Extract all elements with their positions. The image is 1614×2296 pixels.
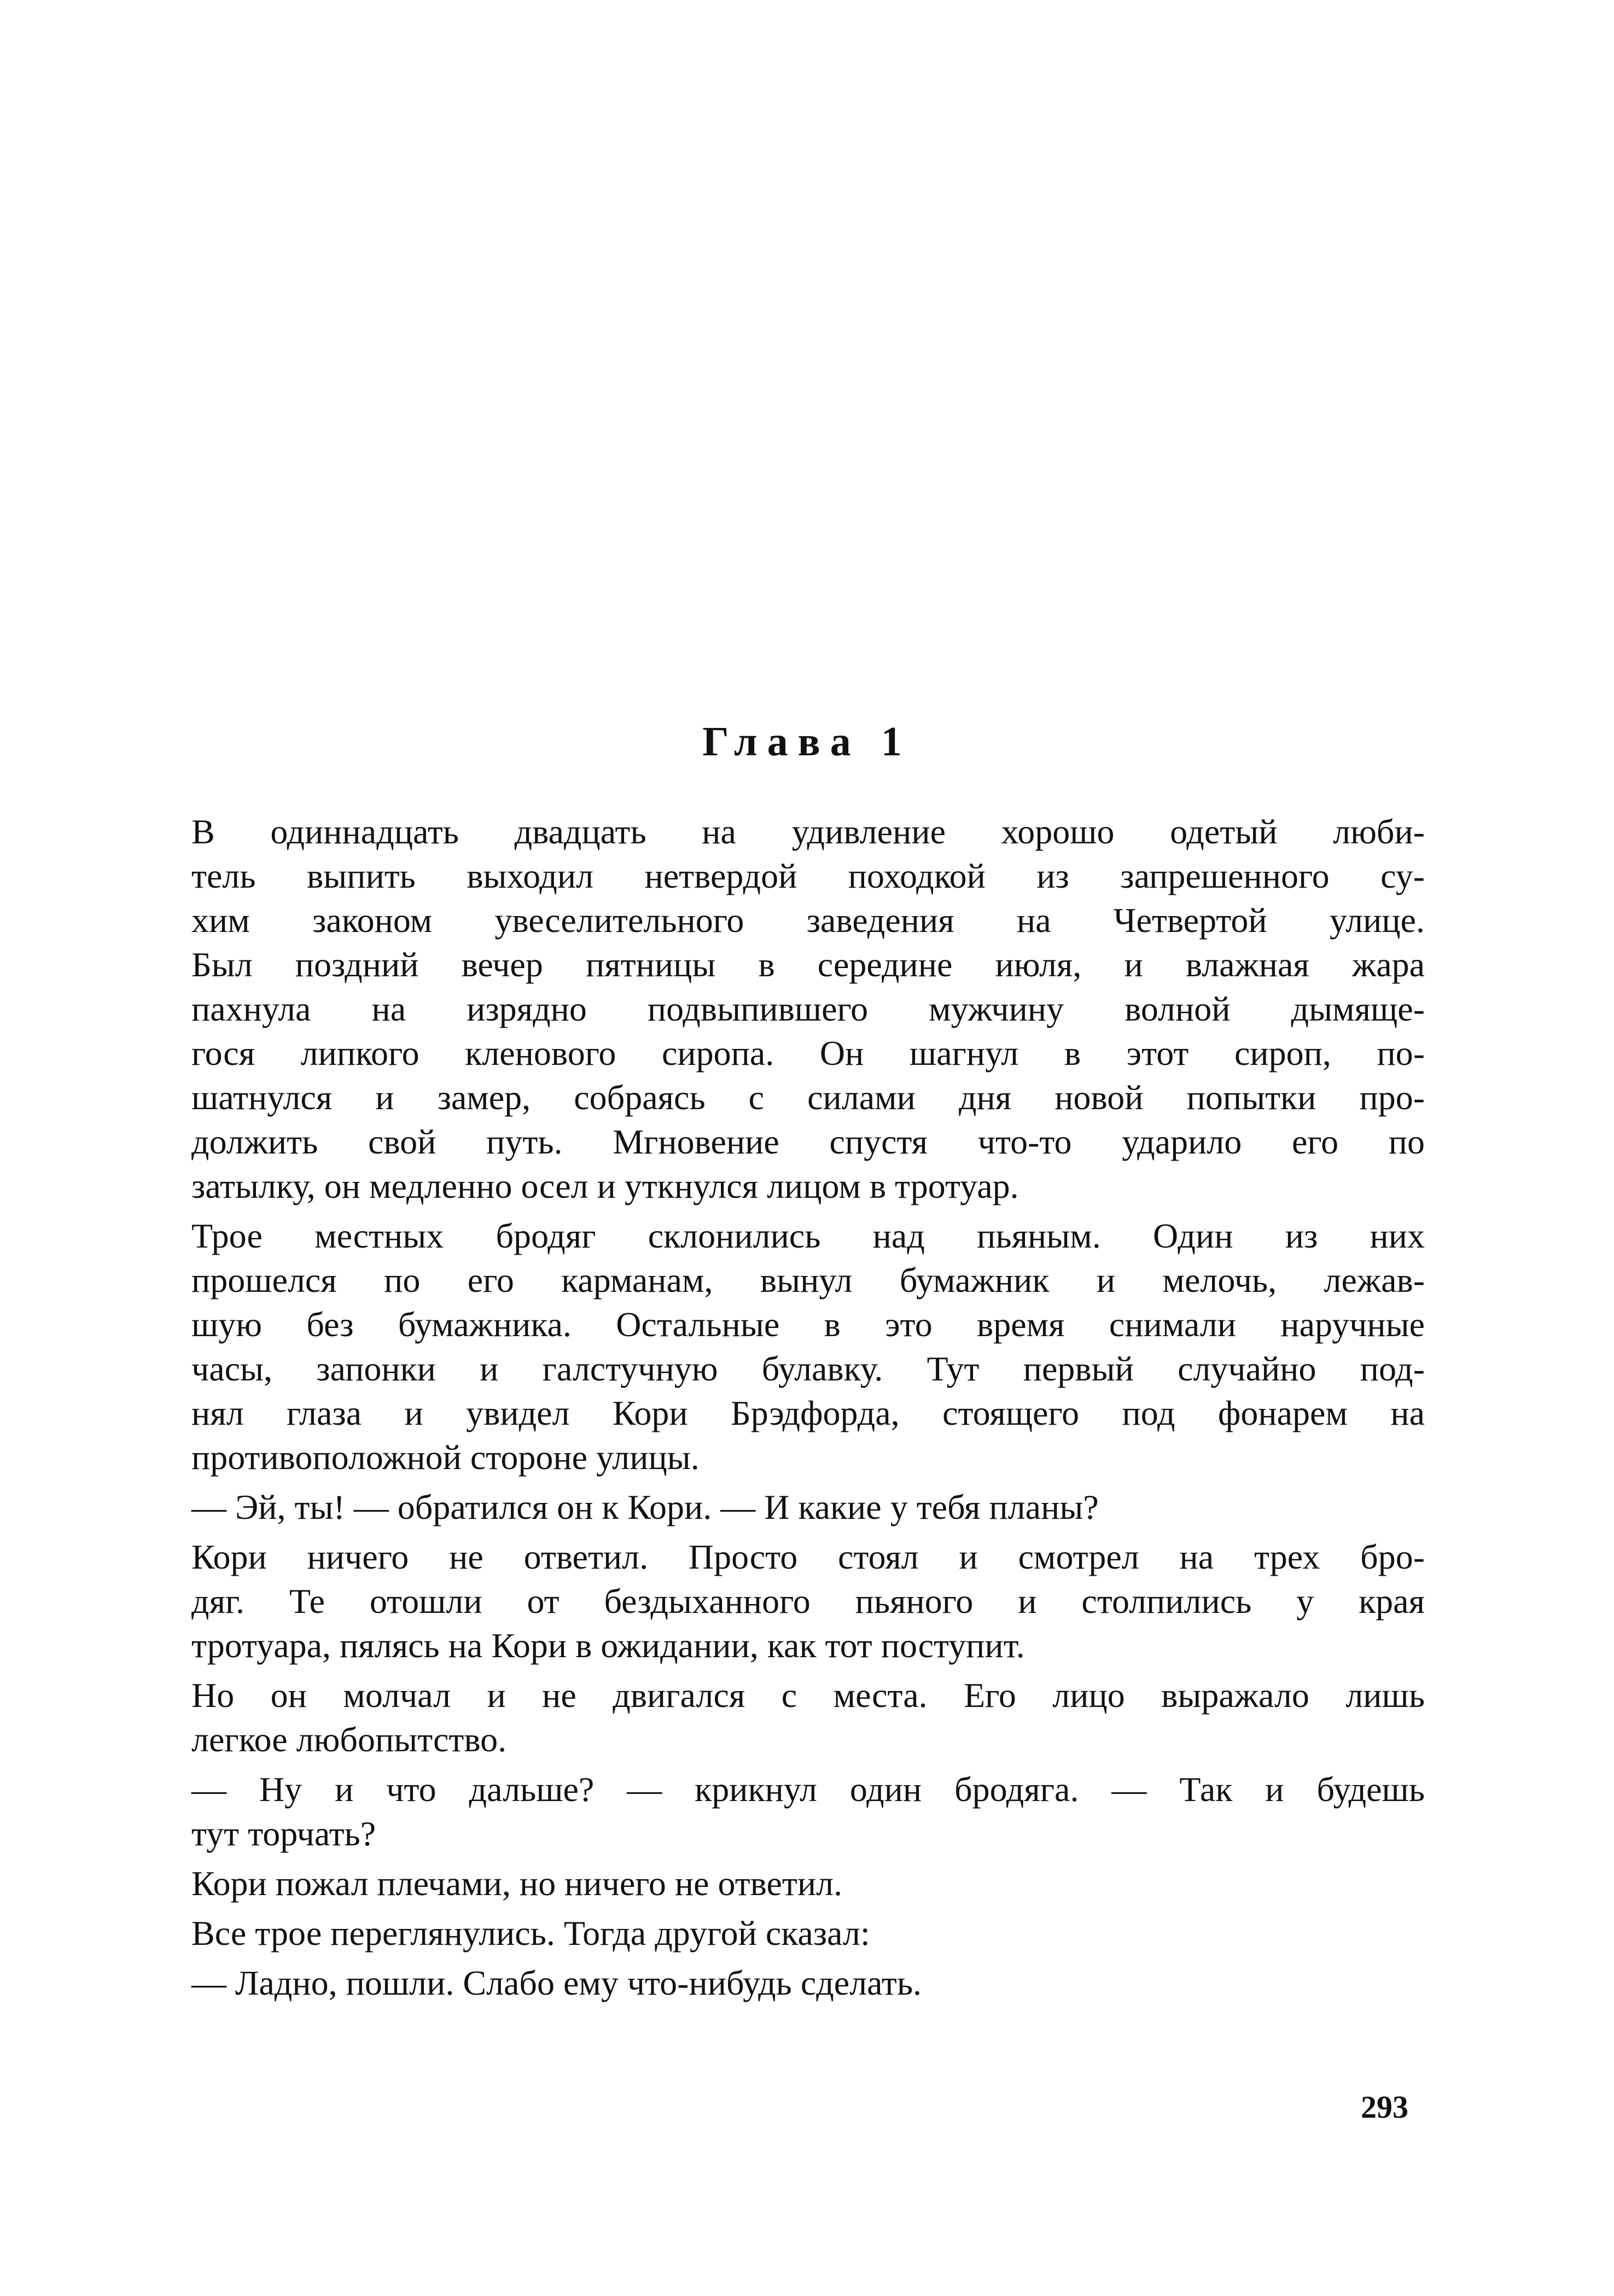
text-line: легкое любопытство.: [191, 1720, 507, 1759]
paragraph: [191, 1214, 1425, 1479]
text-line: тротуара, пялясь на Кори в ожидании, как тот поступит.: [191, 1626, 1025, 1665]
paragraph: [191, 1535, 1425, 1668]
paragraph: [191, 809, 1425, 1208]
paragraph: [191, 1485, 1425, 1529]
text-line: Был поздний вечер пятницы в середине июля, и влажная жара: [191, 945, 1425, 984]
text-line: тут торчать?: [191, 1814, 376, 1853]
text-line: Трое местных бродяг склонились над пьяным. Один из них: [191, 1216, 1425, 1255]
text-line: гося липкого кленового сиропа. Он шагнул в этот сироп, по-: [191, 1034, 1425, 1073]
text-line: шатнулся и замер, собраясь с силами дня новой попытки про-: [191, 1078, 1425, 1117]
paragraph: [191, 1767, 1425, 1856]
text-line: Кори ничего не ответил. Просто стоял и смотрел на трех бро-: [191, 1537, 1425, 1576]
paragraph: [191, 1673, 1425, 1762]
text-line: должить свой путь. Мгновение спустя что-то ударило его по: [191, 1122, 1425, 1161]
text-line: шую без бумажника. Остальные в это время снимали наручные: [191, 1305, 1425, 1344]
text-line: часы, запонки и галстучную булавку. Тут первый случайно под-: [191, 1349, 1425, 1388]
paragraph: [191, 1961, 1425, 2005]
paragraph: [191, 1911, 1425, 1955]
text-line: тель выпить выходил нетвердой походкой из запрешенного су-: [191, 856, 1425, 895]
text-line: — Ну и что дальше? — крикнул один бродяга. — Так и будешь: [191, 1770, 1425, 1809]
text-line: В одиннадцать двадцать на удивление хорошо одетый люби-: [191, 812, 1425, 851]
text-line: Все трое переглянулись. Тогда другой сказал:: [191, 1914, 870, 1953]
body-text: [191, 809, 1425, 2005]
text-line: Кори пожал плечами, но ничего не ответил.: [191, 1864, 843, 1903]
paragraph: [191, 1861, 1425, 1905]
page-number: 293: [1361, 2089, 1408, 2125]
text-line: противоположной стороне улицы.: [191, 1438, 700, 1477]
text-line: прошелся по его карманам, вынул бумажник и мелочь, лежав-: [191, 1261, 1425, 1299]
text-line: хим законом увеселительного заведения на Четвертой улице.: [191, 901, 1425, 940]
text-line: дяг. Те отошли от бездыханного пьяного и столпились у края: [191, 1582, 1425, 1621]
text-line: нял глаза и увидел Кори Брэдфорда, стоящего под фонарем на: [191, 1394, 1425, 1432]
chapter-title: Глава 1: [702, 719, 912, 765]
text-line: пахнула на изрядно подвыпившего мужчину волной дымяще-: [191, 989, 1425, 1028]
text-line: — Ладно, пошли. Слабо ему что-нибудь сделать.: [191, 1963, 922, 2002]
text-line: затылку, он медленно осел и уткнулся лицом в тротуар.: [191, 1167, 1019, 1205]
text-line: — Эй, ты! — обратился он к Кори. — И какие у тебя планы?: [191, 1488, 1099, 1526]
text-line: Но он молчал и не двигался с места. Его лицо выражало лишь: [191, 1676, 1425, 1715]
